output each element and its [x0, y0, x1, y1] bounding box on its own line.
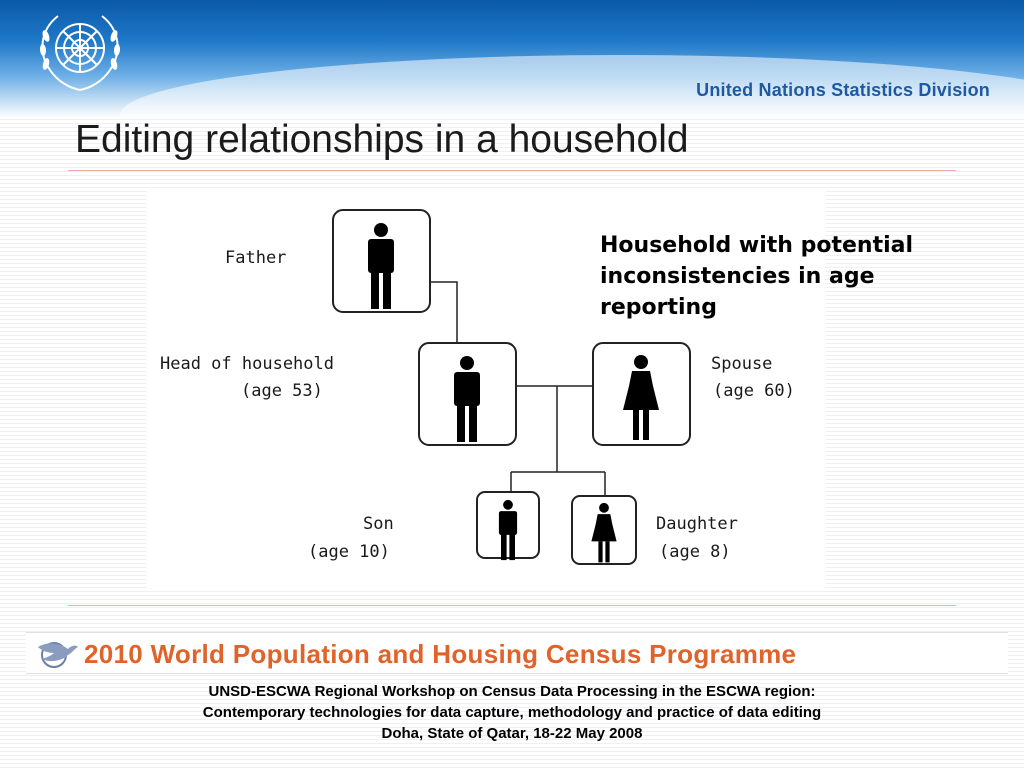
- census-dove-icon: [34, 637, 80, 669]
- son-label: Son: [363, 514, 394, 534]
- son-age: (age 10): [308, 542, 390, 562]
- organization-name: United Nations Statistics Division: [696, 80, 990, 100]
- footer-line: Contemporary technologies for data capture, methodology and practice of data editing: [202, 704, 822, 721]
- father-label: Father: [225, 248, 287, 268]
- content-divider: [68, 605, 956, 606]
- spouse-age: (age 60): [713, 381, 795, 401]
- callout-line: inconsistencies in age: [600, 264, 875, 289]
- census-programme-title: 2010 World Population and Housing Census Programme: [84, 639, 797, 669]
- census-programme-banner: [26, 632, 1008, 674]
- footer-line: Doha, State of Qatar, 18-22 May 2008: [381, 725, 643, 742]
- callout-line: reporting: [600, 295, 717, 320]
- spouse-label: Spouse: [711, 354, 773, 374]
- footer-line: UNSD-ESCWA Regional Workshop on Census Data Processing in the ESCWA region:: [208, 683, 816, 700]
- daughter-label: Daughter: [656, 514, 738, 534]
- un-emblem-icon: [28, 8, 132, 96]
- header-banner: [0, 0, 1024, 118]
- footer: [0, 681, 1024, 744]
- inconsistency-callout: [600, 230, 980, 323]
- father-link-line: [430, 282, 457, 342]
- title-divider: [68, 170, 956, 171]
- slide-title: Editing relationships in a household: [75, 118, 689, 161]
- daughter-age: (age 8): [659, 542, 731, 562]
- head-age: (age 53): [241, 381, 323, 401]
- callout-line: Household with potential: [600, 233, 914, 258]
- head-label: Head of household: [160, 354, 334, 374]
